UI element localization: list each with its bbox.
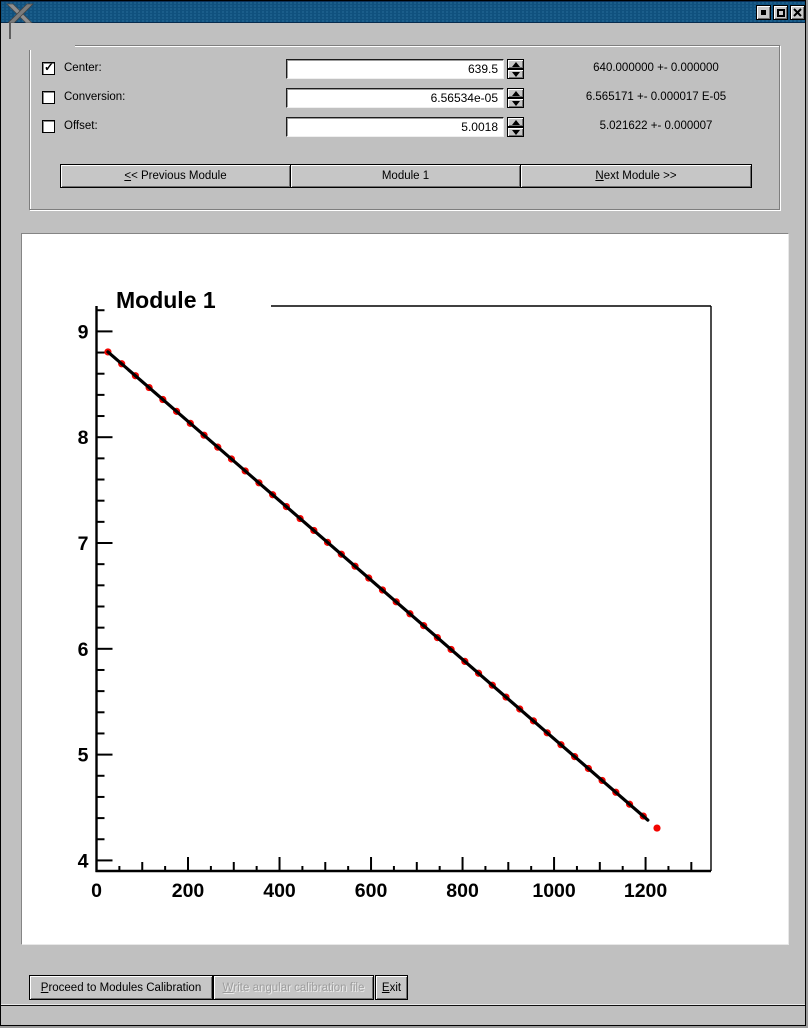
plot-title: Module 1 [116,287,216,313]
minimize-button[interactable] [756,5,771,20]
window-controls [756,5,805,20]
y-tick-label: 7 [77,533,89,556]
arrow-down-icon [512,101,520,106]
close-icon [793,8,802,17]
fit-line [108,352,648,820]
statusbar-divider [1,1005,806,1006]
write-calibration-file-button: W rite angular calibration file [213,975,374,1000]
arrow-up-icon [512,120,520,125]
window-body [1,23,806,1026]
x-tick-label: 0 [91,880,102,902]
x-tick-label: 1200 [623,880,668,902]
exit-button[interactable]: E xit [375,975,408,1000]
center-row [30,59,779,79]
arrow-up-icon [512,62,520,67]
conversion-spinner [507,88,524,108]
maximize-button[interactable] [773,5,788,20]
center-label: Center: [64,62,102,74]
x-tick-label: 400 [263,880,296,902]
maximize-icon [777,9,785,17]
offset-label: Offset: [64,120,98,132]
center-spin-down-button[interactable] [507,69,524,79]
x-tick-label: 200 [171,880,205,902]
offset-checkbox[interactable] [42,120,55,133]
center-result-value: 640.000000 +- 0.000000 [593,62,719,74]
y-tick-label: 9 [77,321,89,344]
offset-input[interactable] [286,117,504,137]
conversion-label: Conversion: [64,91,126,103]
conversion-result-value: 6.565171 +- 0.000017 E-05 [585,91,727,103]
center-spinner [507,59,524,79]
previous-module-button[interactable]: < < Previous Module [60,164,291,188]
center-spin-up-button[interactable] [507,59,524,69]
offset-spinner [507,117,524,137]
center-checkbox[interactable] [42,62,55,75]
minimize-icon [761,10,766,15]
conversion-input[interactable] [286,88,504,108]
proceed-calibration-button[interactable]: P roceed to Modules Calibration [29,975,213,1000]
offset-spin-down-button[interactable] [507,127,524,137]
title-bar[interactable] [1,1,806,23]
module-plot [22,234,788,944]
conversion-spin-down-button[interactable] [507,98,524,108]
calibration-controls-panel [29,45,780,210]
x-tick-label: 800 [446,880,479,902]
arrow-down-icon [512,130,520,135]
cursor-artifact [9,23,11,39]
arrow-up-icon [512,91,520,96]
close-button[interactable] [790,5,805,20]
y-tick-label: 6 [77,638,89,661]
groupbox-title-gap [29,45,75,50]
next-module-button[interactable]: N ext Module >> [520,164,752,188]
conversion-checkbox[interactable] [42,91,55,104]
module-indicator-button[interactable]: Module 1 [290,164,521,188]
x11-logo-icon [5,3,35,24]
check-icon: ✓ [44,60,55,74]
calibration-plot-canvas[interactable] [21,233,789,945]
x-tick-label: 1000 [532,880,576,902]
offset-result-value: 5.021622 +- 0.000007 [599,120,713,132]
conversion-spin-up-button[interactable] [507,88,524,98]
center-input[interactable] [286,59,504,79]
conversion-row [30,88,779,108]
data-point [653,824,660,831]
y-tick-label: 5 [77,744,89,767]
offset-spin-up-button[interactable] [507,117,524,127]
offset-row [30,117,779,137]
y-tick-label: 8 [77,427,89,450]
arrow-down-icon [512,72,520,77]
y-tick-label: 4 [77,850,89,873]
x-tick-label: 600 [354,880,388,902]
